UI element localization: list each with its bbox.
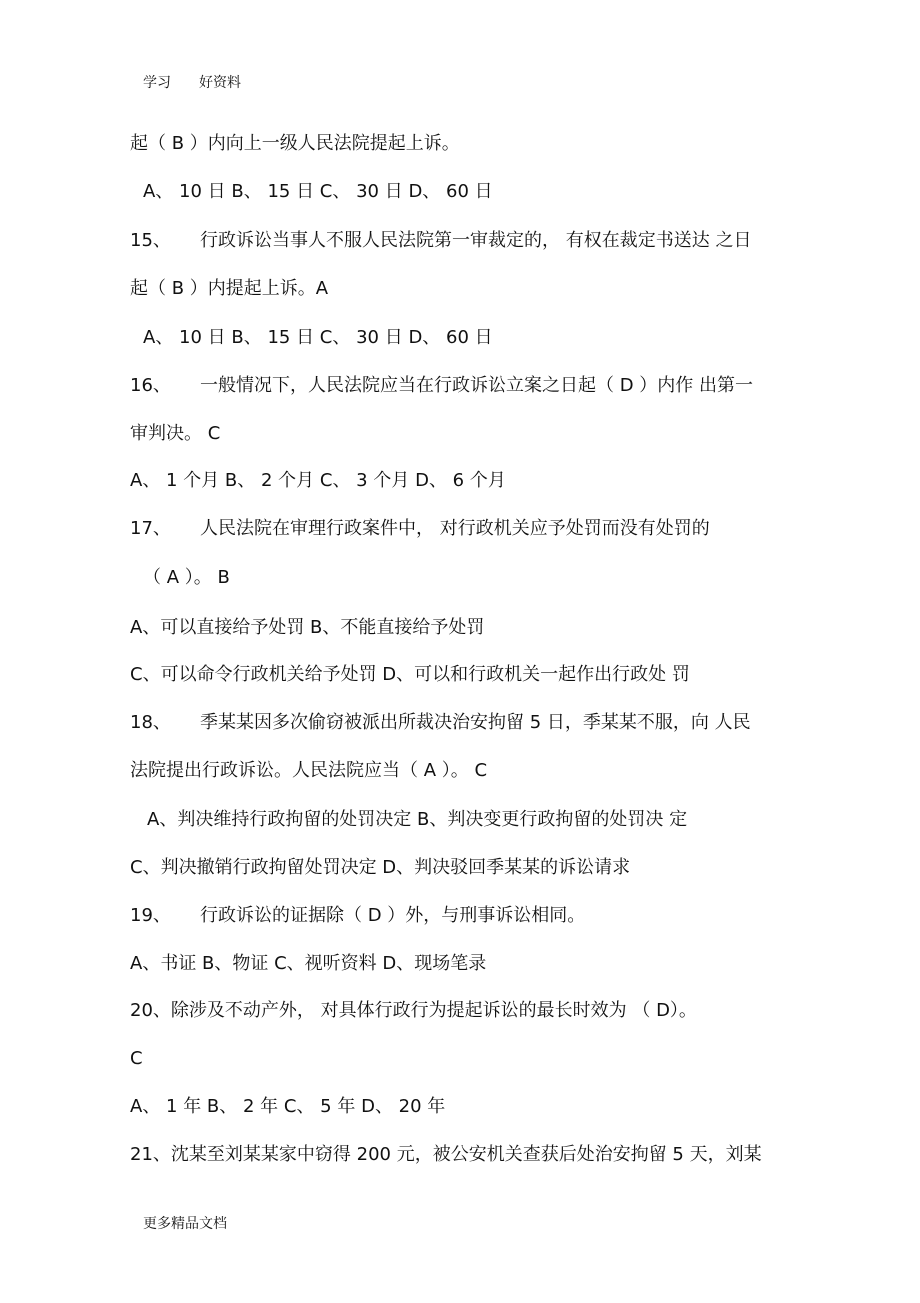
text-line: 审判决。 C: [130, 423, 221, 444]
text-line: 法院提出行政诉讼。人民法院应当（ A ）。 C: [130, 760, 488, 781]
question-number: 18、: [130, 712, 171, 733]
question-18: [130, 711, 751, 735]
question-text: 季某某因多次偷窃被派出所裁决治安拘留 5 日，季某某不服，向 人民: [200, 712, 751, 733]
question-15: [130, 229, 751, 253]
text-line: 起（ B ）内提起上诉。A: [130, 278, 329, 299]
answer-options-line: A、判决维持行政拘留的处罚决定 B、判决变更行政拘留的处罚决 定: [147, 809, 688, 830]
question-17: [130, 517, 710, 541]
question-number: 15、: [130, 230, 171, 251]
page-header: [143, 72, 241, 92]
question-16: [130, 374, 753, 398]
question-text: 行政诉讼当事人不服人民法院第一审裁定的， 有权在裁定书送达 之日: [200, 230, 752, 251]
question-text: 一般情况下，人民法院应当在行政诉讼立案之日起（ D ）内作 出第一: [200, 375, 754, 396]
question-21: 21、沈某至刘某某家中窃得 200 元，被公安机关查获后处治安拘留 5 天，刘某: [130, 1144, 762, 1165]
question-text: 行政诉讼的证据除（ D ）外，与刑事诉讼相同。: [200, 905, 586, 926]
answer-options-line: A、 1 个月 B、 2 个月 C、 3 个月 D、 6 个月: [130, 470, 506, 491]
question-number: 17、: [130, 518, 171, 539]
page-footer: 更多精品文档: [143, 1216, 227, 1232]
question-20: 20、除涉及不动产外， 对具体行政行为提起诉讼的最长时效为 （ D）。: [130, 1000, 697, 1021]
text-line: C: [130, 1048, 143, 1069]
question-text: 人民法院在审理行政案件中， 对行政机关应予处罚而没有处罚的: [200, 518, 710, 539]
answer-options-line: C、可以命令行政机关给予处罚 D、可以和行政机关一起作出行政处 罚: [130, 664, 690, 685]
answer-options-line: A、 1 年 B、 2 年 C、 5 年 D、 20 年: [130, 1096, 446, 1117]
text-line: 起（ B ）内向上一级人民法院提起上诉。: [130, 133, 460, 154]
answer-options-line: A、可以直接给予处罚 B、不能直接给予处罚: [130, 617, 485, 638]
question-number: 19、: [130, 905, 171, 926]
question-number: 16、: [130, 375, 171, 396]
answer-options-line: C、判决撤销行政拘留处罚决定 D、判决驳回季某某的诉讼请求: [130, 857, 631, 878]
header-left-text: 学习: [143, 75, 171, 91]
answer-options-line: A、 10 日 B、 15 日 C、 30 日 D、 60 日: [143, 181, 493, 202]
question-19: [130, 904, 585, 928]
answer-options-line: A、书证 B、物证 C、视听资料 D、现场笔录: [130, 953, 487, 974]
header-right-text: 好资料: [199, 75, 241, 91]
answer-options-line: A、 10 日 B、 15 日 C、 30 日 D、 60 日: [143, 327, 493, 348]
text-line: （ A ）。 B: [143, 567, 230, 588]
